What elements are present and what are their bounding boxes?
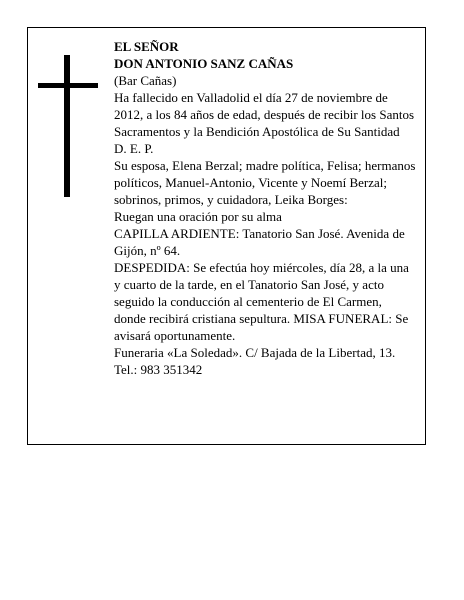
title-line-1: EL SEÑOR [114,39,179,54]
nickname: (Bar Cañas) [114,73,177,88]
prayer-request: Ruegan una oración por su alma [114,209,282,224]
funeral-home: Funeraria «La Soledad». C/ Bajada de la Libertad, 13. Tel.: 983 351342 [114,345,396,377]
obituary-text [114,38,416,378]
chapel-info: CAPILLA ARDIENTE: Tanatorio San José. Avenida de Gijón, nº 64. [114,226,405,258]
death-statement: Ha fallecido en Valladolid el día 27 de noviembre de 2012, a los 84 años de edad, después de recibir los Santos Sacramentos y la Bendición Apostólica de Su Santidad [114,90,415,139]
deceased-name: DON ANTONIO SANZ CAÑAS [114,56,294,71]
cross-icon [64,55,70,197]
cross-icon-crossbar [38,83,98,88]
farewell-info: DESPEDIDA: Se efectúa hoy miércoles, día 28, a la una y cuarto de la tarde, en el Tanatorio San José, y acto seguido la conducción al cementerio de El Carmen, donde recibirá cristiana sepultura. MISA FUNERAL: Se avisará oportunamente. [114,260,409,343]
rip: D. E. P. [114,141,154,156]
family-message: Su esposa, Elena Berzal; madre política, Felisa; hermanos políticos, Manuel-Antonio, Vicente y Noemí Berzal; sobrinos, primos, y cuidadora, Leika Borges: [114,158,416,207]
